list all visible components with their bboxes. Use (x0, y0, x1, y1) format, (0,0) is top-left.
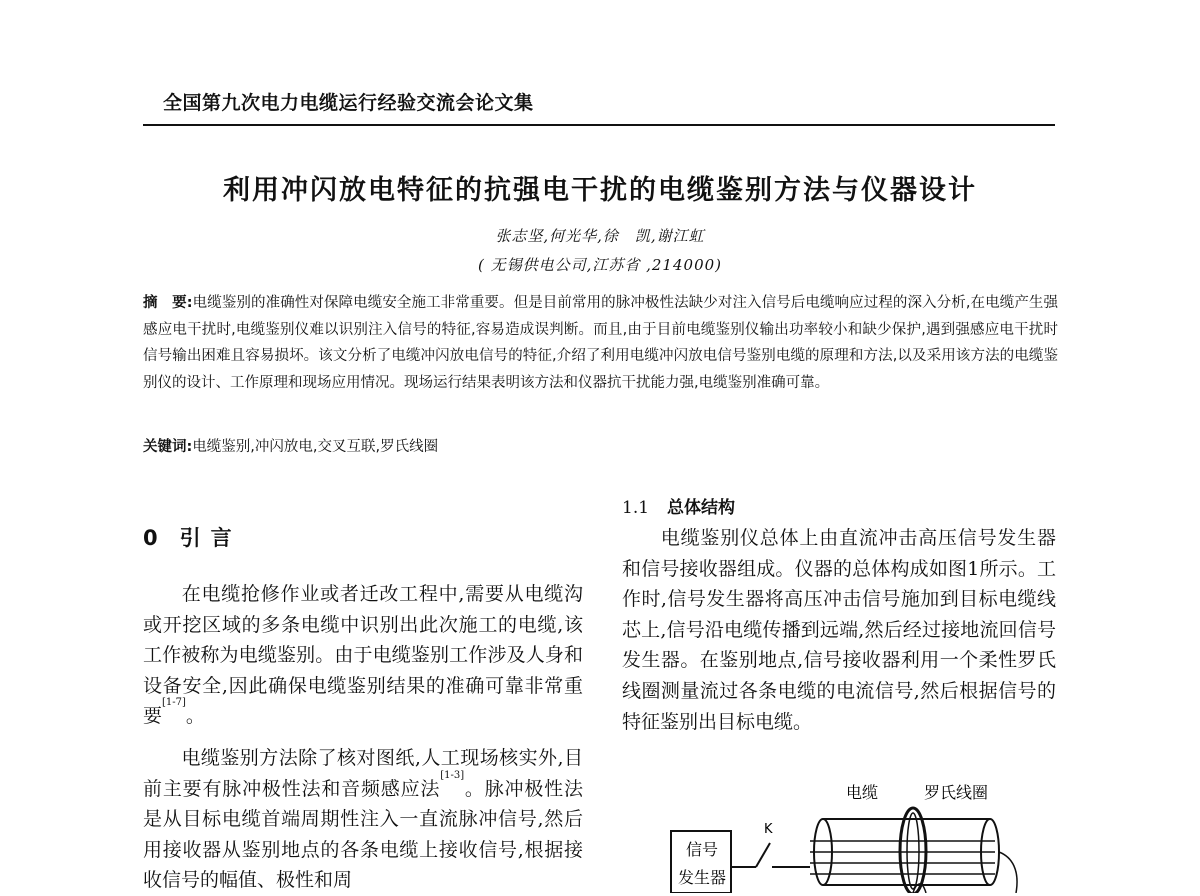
paragraph-text: 电缆鉴别方法除了核对图纸,人工现场核实外,目前主要有脉冲极性法和音频感应法 (143, 747, 583, 800)
intro-paragraph-1 (143, 579, 583, 732)
figure-1-diagram (660, 775, 1060, 893)
abstract-text: 电缆鉴别的准确性对保障电缆安全施工非常重要。但是目前常用的脉冲极性法缺少对注入信号后电缆响应过程的深入分析,在电缆产生强感应电干扰时,电缆鉴别仪难以识别注入信号的特征,容易造成误判断。而且,由于目前电缆鉴别仪输出功率较小和缺少保护,遇到强感应电干扰时信号输出困难且容易损坏。该文分析了电缆冲闪放电信号的特征,介绍了利用电缆冲闪放电信号鉴别电缆的原理和方法,以及采用该方法的电缆鉴别仪的设计、工作原理和现场应用情况。现场运行结果表明该方法和仪器抗干扰能力强,电缆鉴别准确可靠。 (143, 295, 1058, 391)
citation: [1-7] (162, 697, 186, 709)
keywords (143, 435, 1058, 456)
paragraph-end: 。 (185, 705, 205, 728)
subsection-heading-structure (622, 493, 735, 518)
label-cable: 电缆 (846, 783, 879, 802)
label-rogowski-coil: 罗氏线圈 (924, 783, 989, 802)
keywords-text: 电缆鉴别,冲闪放电,交叉互联,罗氏线圈 (192, 439, 439, 455)
subsection-title: 总体结构 (667, 498, 736, 518)
box-text-line1: 信号 (686, 840, 719, 859)
cable (810, 819, 999, 885)
paragraph-text-rest: 。脉冲极性法是从目标电缆首端周期性注入一直流脉冲信号,然后用接收器从鉴别地点的各条电缆上接收信号,根据接收信号的幅值、极性和周 (143, 777, 583, 892)
section-number: 0 (143, 526, 158, 550)
abstract-label: 摘 要: (143, 295, 193, 311)
structure-paragraph (622, 523, 1056, 737)
paper-title: 利用冲闪放电特征的抗强电干扰的电缆鉴别方法与仪器设计 (223, 175, 977, 206)
header-rule (143, 124, 1055, 126)
citation: [1-3] (440, 769, 465, 781)
paragraph-text: 电缆鉴别仪总体上由直流冲击高压信号发生器和信号接收器组成。仪器的总体构成如图1所示。工作时,信号发生器将高压冲击信号施加到目标电缆线芯上,信号沿电缆传播到远端,然后经过接地流回信号发生器。在鉴别地点,信号接收器利用一个柔性罗氏线圈测量流过各条电缆的电流信号,然后根据信号的特征鉴别出目标电缆。 (622, 527, 1056, 733)
switch-k (731, 843, 810, 867)
affiliation: ( 无锡供电公司,江苏省 ,214000) (477, 256, 723, 274)
running-header: 全国第九次电力电缆运行经验交流会论文集 (163, 92, 534, 114)
keywords-label: 关键词: (143, 439, 193, 455)
abstract (143, 290, 1058, 396)
rogowski-coil (900, 808, 926, 893)
box-text-line2: 发生器 (678, 868, 727, 887)
section-heading-introduction (143, 522, 242, 552)
subsection-number: 1.1 (622, 498, 650, 518)
label-switch-k: K (764, 822, 773, 837)
section-title: 引言 (179, 526, 242, 550)
intro-paragraph-2 (143, 743, 583, 896)
ground-return-wire (913, 852, 1017, 893)
signal-generator-box (671, 831, 731, 893)
paragraph-text: 在电缆抢修作业或者迁改工程中,需要从电缆沟或开挖区域的多条电缆中识别出此次施工的电缆,该工作被称为电缆鉴别。由于电缆鉴别工作涉及人身和设备安全,因此确保电缆鉴别结果的准确可靠非常重要 (143, 583, 583, 728)
authors: 张志坚,何光华,徐 凯,谢江虹 (495, 227, 705, 245)
